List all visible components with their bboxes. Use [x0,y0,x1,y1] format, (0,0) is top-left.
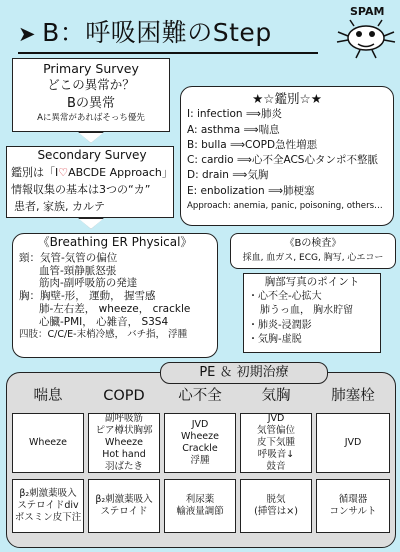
pe-cell-pneumothorax [240,413,312,473]
breathing-exam-line: 心臓-PMI， 心雑音， S3S4 [39,315,169,328]
pe-cell-asthma [12,413,84,473]
cell-line: ピア樽状胸郭 [95,425,153,436]
cell-line: 呼吸音↓ [257,449,295,460]
differential-item: C: cardio ⟹心不全ACS心タンポ不整脈 [187,154,378,167]
cell-line: Wheeze [181,431,219,442]
secondary-survey-line4: 患者, 家族, カルテ [14,200,105,213]
differential-item: I: infection ⟹肺炎 [187,108,282,121]
cell-line: (挿管は×) [254,506,298,517]
column-header: COPD [103,388,145,404]
logo-text: SPAM [350,5,385,18]
pe-cell-pulmonary-embolism [316,413,390,473]
arrow-down-icon [79,133,103,143]
spam-mascot-icon [332,2,398,60]
page-title [18,16,272,50]
cell-line: 輸液量調節 [176,506,224,517]
differential-item: D: drain ⟹気胸 [187,169,269,182]
pe-cell-copd [88,413,160,473]
breathing-exam-line: 四肢：C/C/E-末梢冷感， バチ指， 浮腫 [19,328,188,340]
differential-item: E: enbolization ⟹肺梗塞 [187,184,315,197]
b-tests-items: 採血, 血ガス, ECG, 胸写, 心エコー [242,253,384,263]
cell-line: β₂刺激薬吸入 [95,494,153,505]
cell-line: 循環器 [338,494,368,505]
xray-points-line: 肺うっ血， 胸水貯留 [260,305,354,316]
breathing-exam-line: 胸：胸壁-形， 運動， 握雪感 [19,290,156,303]
b-tests-heading: 《Bの検査》 [284,238,342,249]
differential-heading: ★☆鑑別☆★ [252,91,322,106]
cell-line: 鼓音 [266,461,286,472]
primary-survey-note: Aに異常があればそっち優先 [37,113,145,123]
page-title-text: B：呼吸困難のStep [42,18,272,47]
treatment-cell-pulmonary-embolism [316,479,390,533]
pe-table-title: PE ＆ 初期治療 [160,362,328,384]
cell-line: Hot hand [102,449,146,460]
pe-cell-heart-failure [164,413,236,473]
cell-line: JVD [191,419,209,430]
breathing-exam-heading: 《Breathing ER Physical》 [37,235,193,249]
cell-line: Wheeze [29,437,67,448]
arrow-down-icon [79,219,103,229]
secondary-survey-line2: 鑑別は「I♡ABCDE Approach」 [11,166,173,179]
cell-line: 脱気 [266,494,286,505]
arrow-bullet-icon: ➤ [18,22,37,46]
breathing-exam-box [12,233,218,358]
cell-line: β₂刺激薬吸入 [19,488,77,499]
cell-line: 皮下気腫 [256,437,295,448]
xray-points-heading: 胸部写真のポイント [264,276,360,288]
breathing-exam-line: 筋肉-副呼吸筋の発達 [39,277,138,290]
column-header: 喘息 [33,388,63,404]
secondary-survey-line3: 情報収集の基本は3つの“カ” [11,183,151,196]
b-tests-box [230,233,396,269]
primary-survey-question: どこの異常か？ [47,77,135,92]
cell-line: 羽ばたき [104,461,143,472]
secondary-survey-heading: Secondary Survey [37,148,147,162]
cell-line: 利尿薬 [185,494,215,505]
secondary-survey-box [6,146,174,218]
primary-survey-finding: Bの異常 [67,96,115,111]
differential-item: A: asthma ⟹喘息 [187,123,280,136]
differential-box [180,86,394,226]
differential-approach: Approach: anemia, panic, poisoning, others… [187,201,383,212]
treatment-cell-heart-failure [164,479,236,533]
breathing-exam-line: 肺-左右差， wheeze， crackle [39,302,191,315]
cell-line: Crackle [182,443,218,454]
column-header: 肺塞栓 [331,388,375,404]
xray-points-line: ・肺炎-浸潤影 [248,319,312,331]
cell-line: JVD [344,437,362,448]
cell-line: Wheeze [105,437,143,448]
column-header: 心不全 [178,388,222,404]
xray-points-box [243,273,381,353]
title-underline [18,52,318,54]
treatment-cell-copd [88,479,160,533]
cell-line: ステロイド [100,506,148,517]
cell-line: JVD [267,413,285,424]
treatment-cell-pneumothorax [240,479,312,533]
breathing-exam-line: 頸：気管-気管の偏位 [19,251,118,264]
primary-survey-heading: Primary Survey [43,61,139,76]
differential-item: B: bulla ⟹COPD急性増悪 [187,138,318,151]
xray-points-line: ・心不全-心拡大 [248,290,322,302]
cell-line: 気管偏位 [256,425,295,436]
cell-line: 副呼吸筋 [104,413,143,424]
breathing-exam-line: 血管-頸静脈怒張 [39,264,117,277]
xray-points-line: ・気胸-虚脱 [248,334,302,345]
primary-survey-box [12,58,170,132]
cell-line: 浮腫 [190,455,210,466]
treatment-cell-asthma [12,479,84,533]
column-header: 気胸 [261,388,291,404]
cell-line: ステロイドdiv [17,500,79,511]
heart-icon: ♡ [58,166,69,179]
cell-line: ボスミン皮下注 [14,512,82,523]
cell-line: コンサルト [329,506,377,517]
